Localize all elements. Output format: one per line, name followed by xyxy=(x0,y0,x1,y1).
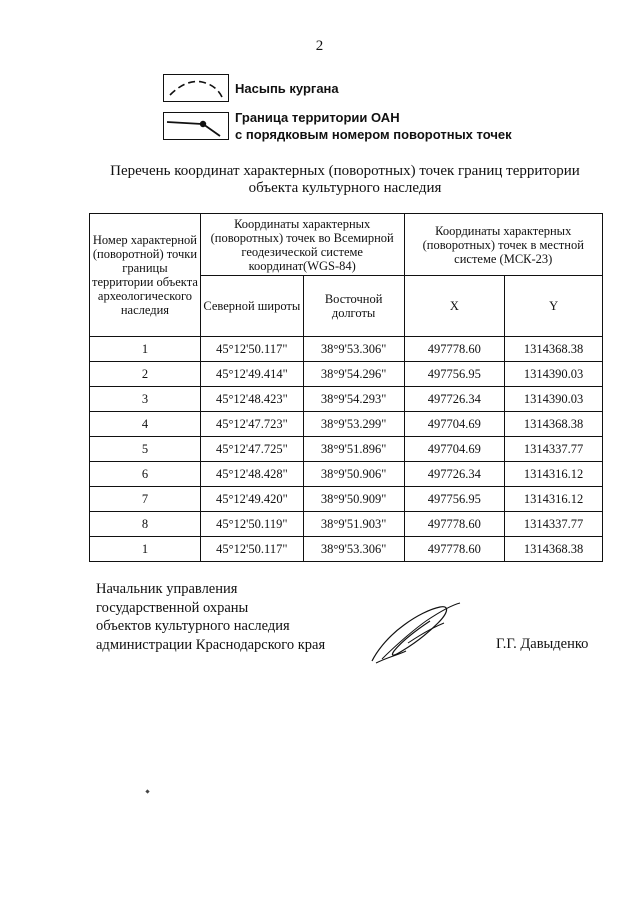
cell-longitude: 38°9'53.299" xyxy=(303,412,404,437)
cell-latitude: 45°12'50.117" xyxy=(200,337,303,362)
signer-title-line3: объектов культурного наследия xyxy=(96,618,290,634)
territory-boundary-line-icon xyxy=(163,112,229,140)
cell-y: 1314368.38 xyxy=(505,337,603,362)
cell-longitude: 38°9'50.906" xyxy=(303,462,404,487)
cell-point-number: 5 xyxy=(90,437,201,462)
coordinates-table xyxy=(89,213,603,562)
cell-latitude: 45°12'50.117" xyxy=(200,537,303,562)
cell-point-number: 7 xyxy=(90,487,201,512)
header-point-number: Номер характерной (поворотной) точки границы территории объекта археологического наследия xyxy=(90,214,201,337)
cell-longitude: 38°9'51.896" xyxy=(303,437,404,462)
legend-label-line2: с порядковым номером поворотных точек xyxy=(235,127,512,142)
cell-longitude: 38°9'53.306" xyxy=(303,537,404,562)
cell-point-number: 3 xyxy=(90,387,201,412)
table-row xyxy=(90,387,603,412)
legend-label-mound: Насыпь кургана xyxy=(235,80,339,96)
header-east-longitude: Восточной долготы xyxy=(303,276,404,337)
header-msk23-group: Координаты характерных (поворотных) точек в местной системе (МСК-23) xyxy=(404,214,603,276)
cell-latitude: 45°12'49.414" xyxy=(200,362,303,387)
cell-x: 497726.34 xyxy=(404,387,505,412)
cell-longitude: 38°9'53.306" xyxy=(303,337,404,362)
cell-point-number: 6 xyxy=(90,462,201,487)
legend-label-territory-boundary xyxy=(229,109,512,143)
cell-x: 497778.60 xyxy=(404,537,505,562)
table-row xyxy=(90,362,603,387)
cell-y: 1314390.03 xyxy=(505,362,603,387)
cell-longitude: 38°9'50.909" xyxy=(303,487,404,512)
header-y: Y xyxy=(505,276,603,337)
cell-latitude: 45°12'48.428" xyxy=(200,462,303,487)
cell-x: 497756.95 xyxy=(404,487,505,512)
cell-longitude: 38°9'54.296" xyxy=(303,362,404,387)
cell-point-number: 4 xyxy=(90,412,201,437)
table-row xyxy=(90,537,603,562)
cell-latitude: 45°12'48.423" xyxy=(200,387,303,412)
cell-point-number: 2 xyxy=(90,362,201,387)
document-title xyxy=(60,163,630,197)
signer-title-line1: Начальник управления xyxy=(96,581,238,597)
cell-longitude: 38°9'54.293" xyxy=(303,387,404,412)
cell-x: 497778.60 xyxy=(404,512,505,537)
cell-y: 1314337.77 xyxy=(505,512,603,537)
cell-y: 1314337.77 xyxy=(505,437,603,462)
cell-x: 497726.34 xyxy=(404,462,505,487)
signature-block xyxy=(96,580,325,654)
header-x: X xyxy=(404,276,505,337)
handwritten-signature xyxy=(368,601,468,670)
header-wgs84-group: Координаты характерных (поворотных) точек во Всемирной геодезической системе координат(WGS-84) xyxy=(200,214,404,276)
document-title-line2: объекта культурного наследия xyxy=(248,180,442,196)
signer-title-line2: государственной охраны xyxy=(96,599,249,616)
cell-point-number: 8 xyxy=(90,512,201,537)
cell-latitude: 45°12'47.725" xyxy=(200,437,303,462)
table-row xyxy=(90,437,603,462)
cell-latitude: 45°12'50.119" xyxy=(200,512,303,537)
document-title-line1: Перечень координат характерных (поворотных) точек границ территории xyxy=(110,163,580,179)
stray-mark xyxy=(145,789,149,793)
table-row xyxy=(90,337,603,362)
cell-y: 1314316.12 xyxy=(505,462,603,487)
legend-label-line1: Граница территории ОАН xyxy=(235,110,400,125)
cell-point-number: 1 xyxy=(90,537,201,562)
page-number: 2 xyxy=(315,38,324,54)
table-row xyxy=(90,412,603,437)
table-row xyxy=(90,462,603,487)
cell-x: 497778.60 xyxy=(404,337,505,362)
cell-x: 497704.69 xyxy=(404,437,505,462)
cell-y: 1314390.03 xyxy=(505,387,603,412)
cell-y: 1314316.12 xyxy=(505,487,603,512)
mound-boundary-dashed-arc-icon xyxy=(163,74,229,102)
cell-point-number: 1 xyxy=(90,337,201,362)
cell-y: 1314368.38 xyxy=(505,537,603,562)
signatory-name: Г.Г. Давыденко xyxy=(496,636,589,652)
cell-latitude: 45°12'47.723" xyxy=(200,412,303,437)
cell-latitude: 45°12'49.420" xyxy=(200,487,303,512)
cell-longitude: 38°9'51.903" xyxy=(303,512,404,537)
legend-item-territory-boundary xyxy=(163,109,512,143)
cell-x: 497756.95 xyxy=(404,362,505,387)
cell-x: 497704.69 xyxy=(404,412,505,437)
signer-title-line4: администрации Краснодарского края xyxy=(96,636,326,653)
legend-item-mound xyxy=(163,74,339,102)
cell-y: 1314368.38 xyxy=(505,412,603,437)
table-row xyxy=(90,512,603,537)
header-north-latitude: Северной широты xyxy=(200,276,303,337)
table-row xyxy=(90,487,603,512)
